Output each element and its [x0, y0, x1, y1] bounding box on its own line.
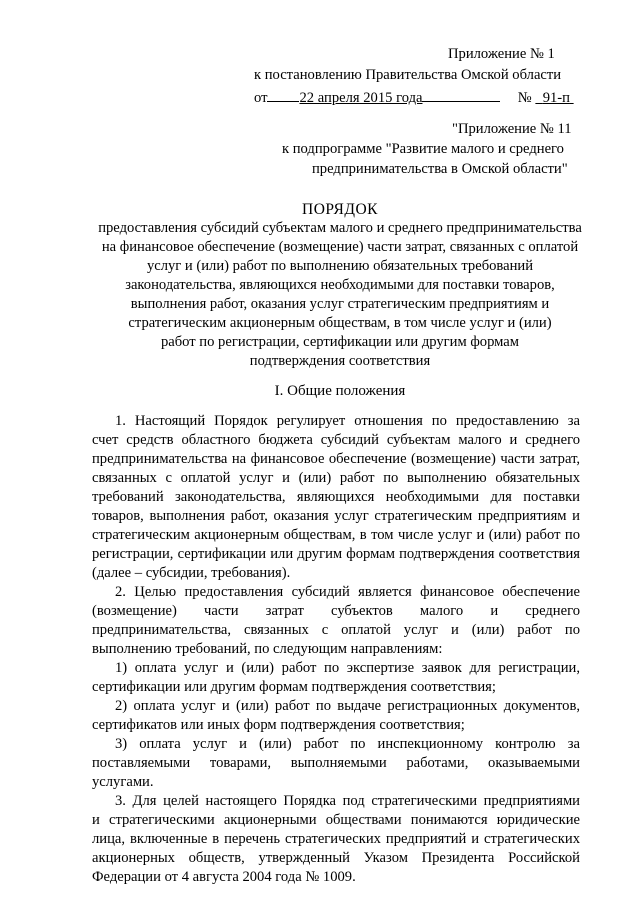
paragraph-line: Федерации от 4 августа 2004 года № 1009.	[92, 869, 356, 885]
heading-line: предоставления субсидий субъектам малого и среднего предпринимательства	[98, 220, 582, 236]
date-blank-left	[267, 88, 299, 102]
subprogram-line-1: к подпрограмме "Развитие малого и среднего	[282, 141, 564, 157]
list-item-line: поставляемыми товарами, выполняемыми работами, оказываемыми	[92, 755, 580, 771]
paragraph-line: (возмещение) части затрат субъектов малого и среднего	[92, 603, 580, 619]
appendix-1-label: Приложение № 1	[448, 46, 555, 62]
subprogram-line-2: предпринимательства в Омской области"	[312, 161, 568, 177]
list-item-line: 2) оплата услуг и (или) работ по выдаче регистрационных документов,	[115, 698, 580, 714]
section-title: I. Общие положения	[274, 383, 406, 399]
list-item-line: сертификатов или иных форм подтверждения соответствия;	[92, 717, 465, 733]
paragraph-line: акционерных обществ, утвержденный Указом Президента Российской	[92, 850, 580, 866]
paragraph-line: предпринимательства на финансовое обеспечение (возмещение) части затрат,	[92, 451, 580, 467]
resolution-number: 91-п	[542, 90, 570, 106]
heading-line: стратегическим акционерным обществам, в том числе услуг и (или)	[128, 315, 552, 331]
paragraph-line: 2. Целью предоставления субсидий является финансовое обеспечение	[115, 584, 580, 600]
number-prefix: №	[517, 90, 532, 106]
list-item-line: 1) оплата услуг и (или) работ по экспертизе заявок для регистрации,	[115, 660, 580, 676]
heading-line: законодательства, являющихся необходимыми для поставки товаров,	[125, 277, 555, 293]
heading-line: на финансовое обеспечение (возмещение) части затрат, связанных с оплатой	[101, 239, 579, 255]
paragraph-line: 1. Настоящий Порядок регулирует отношения по предоставлению за	[115, 413, 580, 429]
date-blank-right	[422, 88, 500, 102]
list-item-line: 3) оплата услуг и (или) работ по инспекционному контролю за	[115, 736, 580, 752]
paragraph-line: (далее – субсидии, требования).	[92, 565, 291, 581]
heading-line: подтверждения соответствия	[249, 353, 431, 369]
resolution-date: 22 апреля 2015 года	[299, 90, 423, 106]
resolution-reference: к постановлению Правительства Омской области	[254, 67, 562, 83]
paragraph-line: предпринимательства, связанных с оплатой услуг и (или) работ по	[92, 622, 580, 638]
paragraph-line: стратегическим акционерным обществам, в том числе услуг и (или) работ по	[92, 527, 580, 543]
document-title: ПОРЯДОК	[302, 201, 378, 218]
paragraph-line: лица, включенные в перечень стратегических предприятий и стратегических	[92, 831, 580, 847]
date-prefix: от	[254, 90, 268, 106]
list-item-line: услугами.	[92, 774, 154, 790]
heading-line: работ по регистрации, сертификации или другим формам	[160, 334, 520, 350]
paragraph-line: 3. Для целей настоящего Порядка под стратегическими предприятиями	[115, 793, 580, 809]
paragraph-line: и стратегическими акционерными обществами понимаются юридические	[92, 812, 580, 828]
list-item-line: сертификации или другим формам подтверждения соответствия;	[92, 679, 496, 695]
paragraph-line: выполнению требований, по следующим направлениям:	[92, 641, 443, 657]
appendix-11-label: "Приложение № 11	[452, 121, 572, 137]
paragraph-line: счет средств областного бюджета субсидий субъектам малого и среднего	[92, 432, 580, 448]
paragraph-line: регистрации, сертификации или другим формам подтверждения соответствия	[92, 546, 580, 562]
paragraph-line: товаров, выполнения работ, оказания услуг стратегическим предприятиям и	[92, 508, 580, 524]
heading-line: выполнения работ, оказания услуг стратегическим предприятиям и	[130, 296, 550, 312]
paragraph-line: связанных с оплатой услуг и (или) работ по выполнению обязательных	[92, 470, 580, 486]
heading-line: услуг и (или) работ по выполнению обязательных требований	[146, 258, 534, 274]
resolution-date-line	[254, 88, 574, 107]
paragraph-line: требований законодательства, являющихся необходимыми для поставки	[92, 489, 580, 505]
